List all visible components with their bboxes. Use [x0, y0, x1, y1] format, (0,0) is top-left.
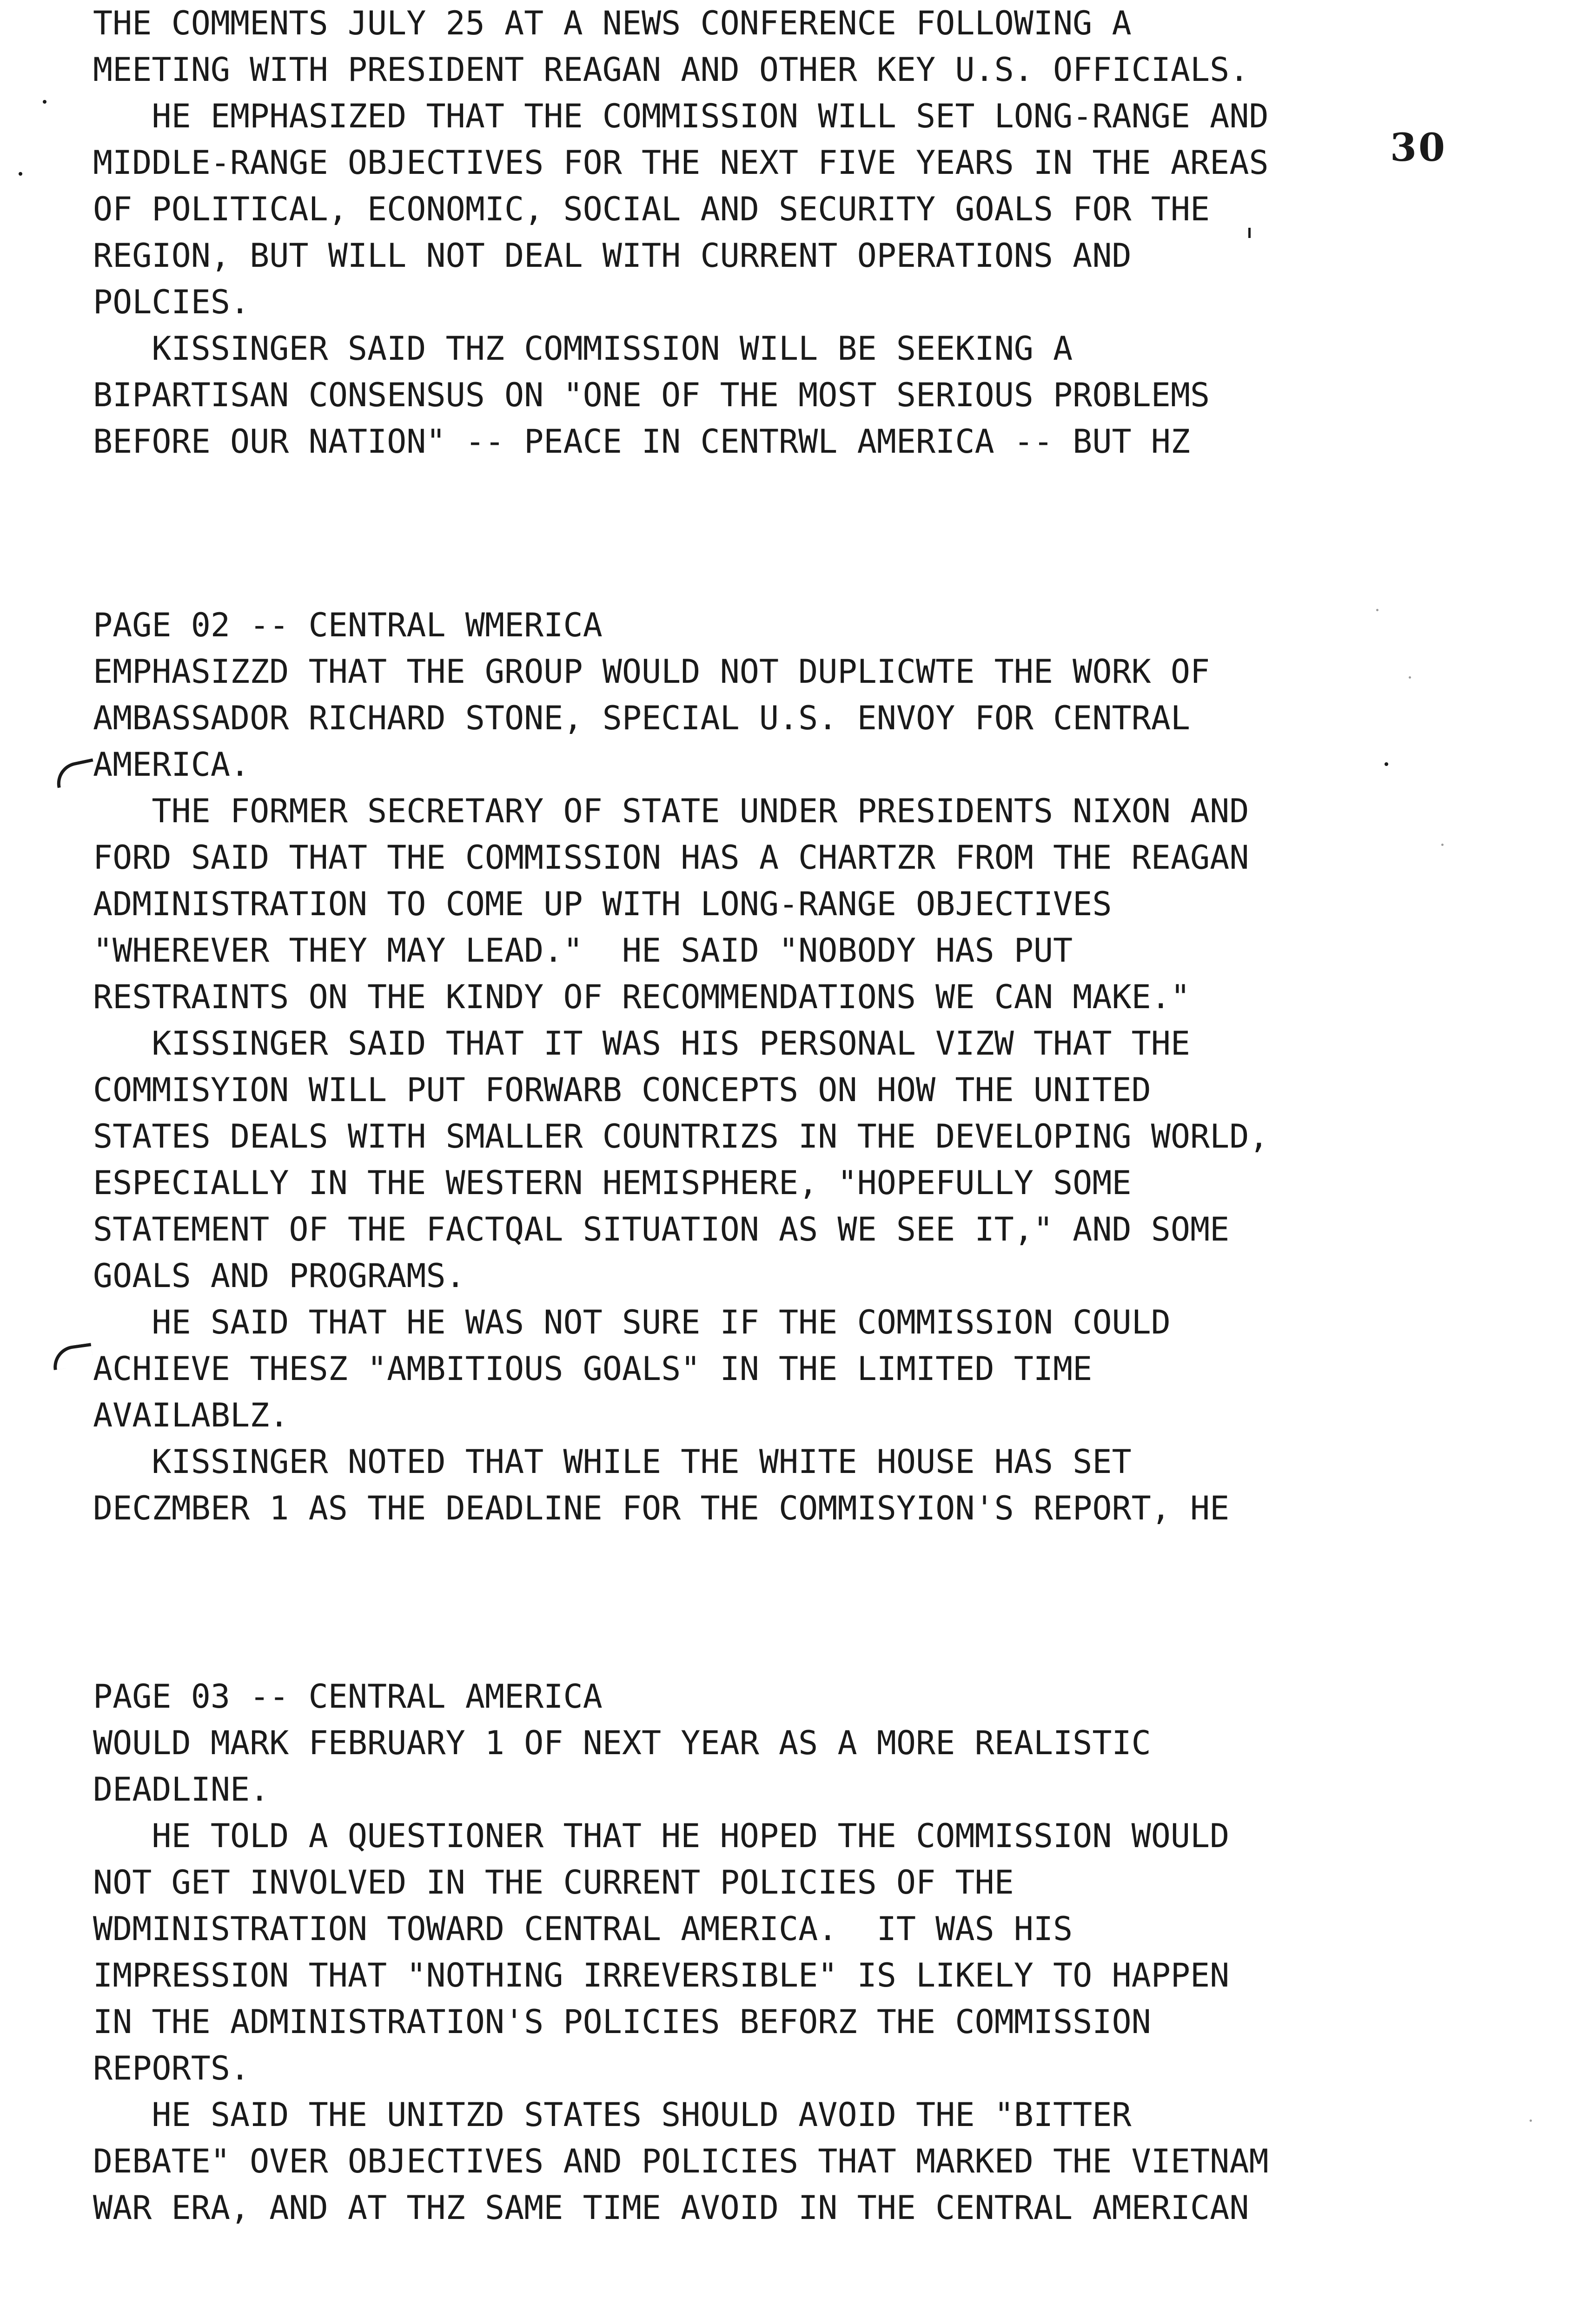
margin-bracket-mark: [51, 1343, 94, 1370]
margin-bracket-mark: [53, 758, 97, 788]
text-line: IMPRESSION THAT "NOTHING IRREVERSIBLE" IS LIKELY TO HAPPEN: [93, 1956, 1230, 1994]
margin-speck: [43, 100, 46, 104]
margin-speck: [1376, 609, 1378, 611]
text-line: HE EMPHASIZED THAT THE COMMISSION WILL SET LONG-RANGE AND: [93, 97, 1269, 135]
text-line: KISSINGER SAID THZ COMMISSION WILL BE SEEKING A: [93, 330, 1073, 368]
margin-speck: [1441, 844, 1444, 846]
text-line: KISSINGER SAID THAT IT WAS HIS PERSONAL VIZW THAT THE: [93, 1024, 1191, 1063]
text-line: MEETING WITH PRESIDENT REAGAN AND OTHER KEY U.S. OFFICIALS.: [93, 51, 1249, 89]
text-line: WOULD MARK FEBRUARY 1 OF NEXT YEAR AS A MORE REALISTIC: [93, 1724, 1151, 1762]
text-line: EMPHASIZZD THAT THE GROUP WOULD NOT DUPLICWTE THE WORK OF: [93, 653, 1210, 691]
text-line: DEBATE" OVER OBJECTIVES AND POLICIES THAT MARKED THE VIETNAM: [93, 2142, 1269, 2180]
text-line: NOT GET INVOLVED IN THE CURRENT POLICIES OF THE: [93, 1863, 1014, 1901]
page-number: 30: [1390, 125, 1447, 170]
text-line: ESPECIALLY IN THE WESTERN HEMISPHERE, "HOPEFULLY SOME: [93, 1164, 1132, 1202]
text-line: GOALS AND PROGRAMS.: [93, 1257, 465, 1295]
text-line: FORD SAID THAT THE COMMISSION HAS A CHARTZR FROM THE REAGAN: [93, 838, 1249, 877]
text-line: BEFORE OUR NATION" -- PEACE IN CENTRWL AMERICA -- BUT HZ: [93, 423, 1191, 461]
text-line: OF POLITICAL, ECONOMIC, SOCIAL AND SECURITY GOALS FOR THE: [93, 190, 1210, 228]
margin-speck: [1530, 2119, 1532, 2122]
text-line: STATEMENT OF THE FACTQAL SITUATION AS WE SEE IT," AND SOME: [93, 1210, 1230, 1248]
text-line: THE FORMER SECRETARY OF STATE UNDER PRESIDENTS NIXON AND: [93, 792, 1249, 830]
margin-speck: [1385, 762, 1388, 766]
text-line: AMERICA.: [93, 746, 250, 784]
text-line: MIDDLE-RANGE OBJECTIVES FOR THE NEXT FIVE YEARS IN THE AREAS: [93, 144, 1269, 182]
text-line: IN THE ADMINISTRATION'S POLICIES BEFORZ THE COMMISSION: [93, 2003, 1151, 2041]
text-line: HE TOLD A QUESTIONER THAT HE HOPED THE COMMISSION WOULD: [93, 1817, 1230, 1855]
text-line: HE SAID THE UNITZD STATES SHOULD AVOID THE "BITTER: [93, 2096, 1132, 2134]
text-line: THE COMMENTS JULY 25 AT A NEWS CONFERENCE FOLLOWING A: [93, 4, 1132, 42]
text-line: AVAILABLZ.: [93, 1396, 289, 1434]
text-line: WDMINISTRATION TOWARD CENTRAL AMERICA. IT WAS HIS: [93, 1910, 1073, 1948]
text-line: DEADLINE.: [93, 1770, 270, 1809]
page-header: PAGE 02 -- CENTRAL WMERICA: [93, 606, 603, 644]
margin-speck: [1409, 676, 1411, 679]
text-line: WAR ERA, AND AT THZ SAME TIME AVOID IN THE CENTRAL AMERICAN: [93, 2189, 1249, 2227]
text-line: POLCIES.: [93, 283, 250, 321]
text-line: AMBASSADOR RICHARD STONE, SPECIAL U.S. ENVOY FOR CENTRAL: [93, 699, 1191, 737]
text-line: REGION, BUT WILL NOT DEAL WITH CURRENT OPERATIONS AND: [93, 237, 1132, 275]
page-header: PAGE 03 -- CENTRAL AMERICA: [93, 1677, 603, 1716]
text-line: "WHEREVER THEY MAY LEAD." HE SAID "NOBODY HAS PUT: [93, 931, 1073, 970]
text-line: HE SAID THAT HE WAS NOT SURE IF THE COMMISSION COULD: [93, 1303, 1171, 1341]
text-line: RESTRAINTS ON THE KINDY OF RECOMMENDATIONS WE CAN MAKE.": [93, 978, 1191, 1016]
margin-tick: [1248, 228, 1251, 238]
text-line: STATES DEALS WITH SMALLER COUNTRIZS IN THE DEVELOPING WORLD,: [93, 1117, 1269, 1155]
text-line: REPORTS.: [93, 2049, 250, 2087]
margin-speck: [19, 172, 22, 176]
text-line: ACHIEVE THESZ "AMBITIOUS GOALS" IN THE LIMITED TIME: [93, 1350, 1093, 1388]
text-line: DECZMBER 1 AS THE DEADLINE FOR THE COMMISYION'S REPORT, HE: [93, 1489, 1230, 1527]
text-line: COMMISYION WILL PUT FORWARB CONCEPTS ON HOW THE UNITED: [93, 1071, 1151, 1109]
text-line: KISSINGER NOTED THAT WHILE THE WHITE HOUSE HAS SET: [93, 1443, 1132, 1481]
text-line: ADMINISTRATION TO COME UP WITH LONG-RANGE OBJECTIVES: [93, 885, 1112, 923]
text-line: BIPARTISAN CONSENSUS ON "ONE OF THE MOST SERIOUS PROBLEMS: [93, 376, 1210, 414]
